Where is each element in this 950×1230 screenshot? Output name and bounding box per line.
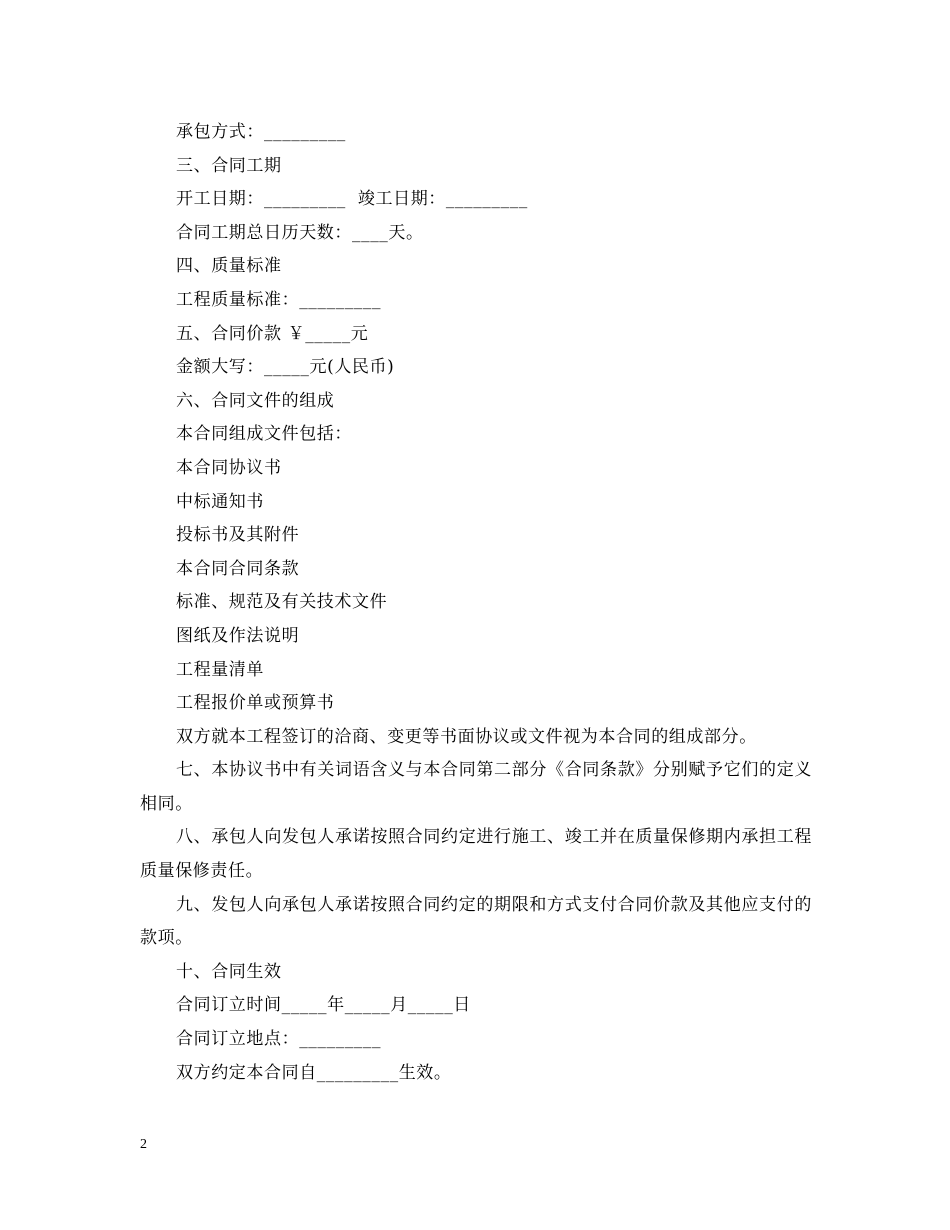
document-list-item: 中标通知书 <box>176 491 264 512</box>
section-heading-contract-documents: 六、合同文件的组成 <box>176 390 335 411</box>
total-calendar-days-line: 合同工期总日历天数：____天。 <box>176 222 424 243</box>
clause-nine-paragraph: 九、发包人向承包人承诺按照合同约定的期限和方式支付合同价款及其他应支付的款项。 <box>140 894 812 949</box>
clause-eight-paragraph: 八、承包人向发包人承诺按照合同约定进行施工、竣工并在质量保修期内承担工程质量保修责任。 <box>140 827 812 882</box>
document-list-item: 图纸及作法说明 <box>176 625 300 646</box>
clause-seven-paragraph: 七、本协议书中有关词语含义与本合同第二部分《合同条款》分别赋予它们的定义相同。 <box>140 760 812 814</box>
contract-effective-line: 双方约定本合同自_________生效。 <box>176 1062 452 1083</box>
section-heading-quality-standard: 四、质量标准 <box>176 256 282 277</box>
contract-method-line: 承包方式：_________ <box>176 122 346 142</box>
document-list-item: 本合同协议书 <box>176 457 282 478</box>
amount-in-words-line: 金额大写：_____元(人民币) <box>176 357 395 378</box>
document-list-item: 本合同合同条款 <box>176 558 300 579</box>
supplementary-agreement-line: 双方就本工程签订的洽商、变更等书面协议或文件视为本合同的组成部分。 <box>176 726 757 747</box>
document-body <box>140 116 812 1090</box>
section-heading-contract-effect: 十、合同生效 <box>176 961 282 982</box>
section-heading-contract-period: 三、合同工期 <box>176 155 282 176</box>
contract-signing-date-line: 合同订立时间_____年_____月_____日 <box>176 995 471 1016</box>
contract-price-line: 五、合同价款 ￥_____元 <box>176 323 369 344</box>
start-completion-date-line: 开工日期：_________ 竣工日期：_________ <box>176 189 528 210</box>
document-list-item: 投标书及其附件 <box>176 525 300 546</box>
quality-standard-line: 工程质量标准：_________ <box>176 289 382 310</box>
documents-include-line: 本合同组成文件包括： <box>176 424 352 445</box>
page-number: 2 <box>140 1137 147 1152</box>
document-list-item: 工程报价单或预算书 <box>176 693 335 714</box>
contract-signing-place-line: 合同订立地点：_________ <box>176 1029 382 1050</box>
document-list-item: 工程量清单 <box>176 659 264 680</box>
document-list-item: 标准、规范及有关技术文件 <box>176 592 388 613</box>
